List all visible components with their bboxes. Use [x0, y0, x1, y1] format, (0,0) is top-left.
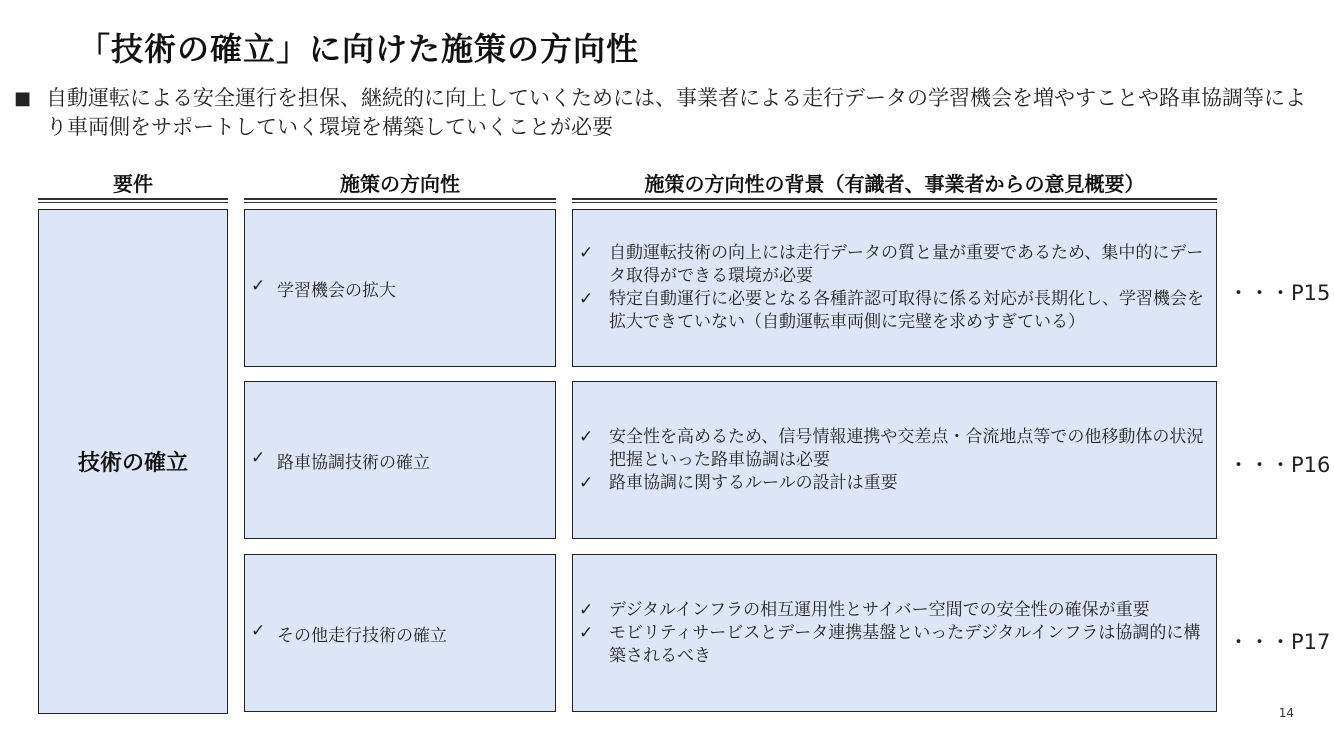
- check-icon: ✓: [251, 620, 266, 641]
- page-reference-2: ・・・P16: [1228, 453, 1331, 477]
- summary-text: 自動運転による安全運行を担保、継続的に向上していくためには、事業者による走行データの学習機会を増やすことや路車協調等により車両側をサポートしていく環境を構築していくことが必要: [46, 86, 1306, 139]
- header-background: 施策の方向性の背景（有識者、事業者からの意見概要）: [572, 168, 1217, 200]
- background-item: [579, 288, 1210, 334]
- check-icon: ✓: [579, 243, 594, 263]
- background-item: [579, 426, 1210, 472]
- background-text: 安全性を高めるため、信号情報連携や交差点・合流地点等での他移動体の状況把握といった路車協調は必要: [609, 426, 1204, 470]
- check-icon: ✓: [579, 599, 594, 620]
- check-icon: ✓: [251, 275, 266, 296]
- check-icon: ✓: [579, 622, 594, 643]
- background-cell-2: [572, 381, 1217, 539]
- check-icon: ✓: [579, 289, 594, 309]
- background-item: [579, 599, 1210, 622]
- background-item: [579, 472, 1210, 495]
- direction-label: その他走行技術の確立: [277, 625, 447, 646]
- background-cell-3: [572, 554, 1217, 712]
- background-text: 特定自動運行に必要となる各種許認可取得に係る対応が長期化し、学習機会を拡大できていない（自動運転車両側に完璧を求めすぎている）: [609, 289, 1204, 332]
- direction-cell-3: [244, 554, 556, 712]
- direction-cell-1: [244, 209, 556, 367]
- summary-bullet-text: [14, 84, 1314, 142]
- direction-item: [245, 448, 430, 473]
- background-text: モビリティサービスとデータ連携基盤といったデジタルインフラは協調的に構築されるべき: [609, 622, 1201, 666]
- background-item: [579, 242, 1210, 288]
- background-item: [579, 622, 1210, 668]
- page-reference-3: ・・・P17: [1228, 630, 1331, 654]
- direction-label: 学習機会の拡大: [277, 280, 396, 301]
- background-text: 路車協調に関するルールの設計は重要: [609, 472, 898, 493]
- check-icon: ✓: [579, 426, 594, 447]
- page-reference-1: ・・・P15: [1228, 281, 1331, 305]
- direction-item: [245, 276, 396, 301]
- requirement-label: 技術の確立: [77, 451, 188, 476]
- background-text: 自動運転技術の向上には走行データの質と量が重要であるため、集中的にデータ取得ができる環境が必要: [609, 243, 1204, 286]
- direction-item: [245, 621, 447, 646]
- header-requirement: 要件: [38, 168, 228, 200]
- requirement-cell: [38, 209, 228, 714]
- direction-cell-2: [244, 381, 556, 539]
- background-text: デジタルインフラの相互運用性とサイバー空間での安全性の確保が重要: [609, 599, 1150, 620]
- square-bullet-icon: ■: [14, 88, 32, 109]
- direction-label: 路車協調技術の確立: [277, 452, 430, 473]
- page-title: 「技術の確立」に向けた施策の方向性: [78, 30, 640, 68]
- page-number: 14: [1278, 706, 1294, 720]
- header-direction: 施策の方向性: [244, 168, 556, 200]
- check-icon: ✓: [579, 472, 594, 493]
- background-cell-1: [572, 209, 1217, 367]
- check-icon: ✓: [251, 447, 266, 468]
